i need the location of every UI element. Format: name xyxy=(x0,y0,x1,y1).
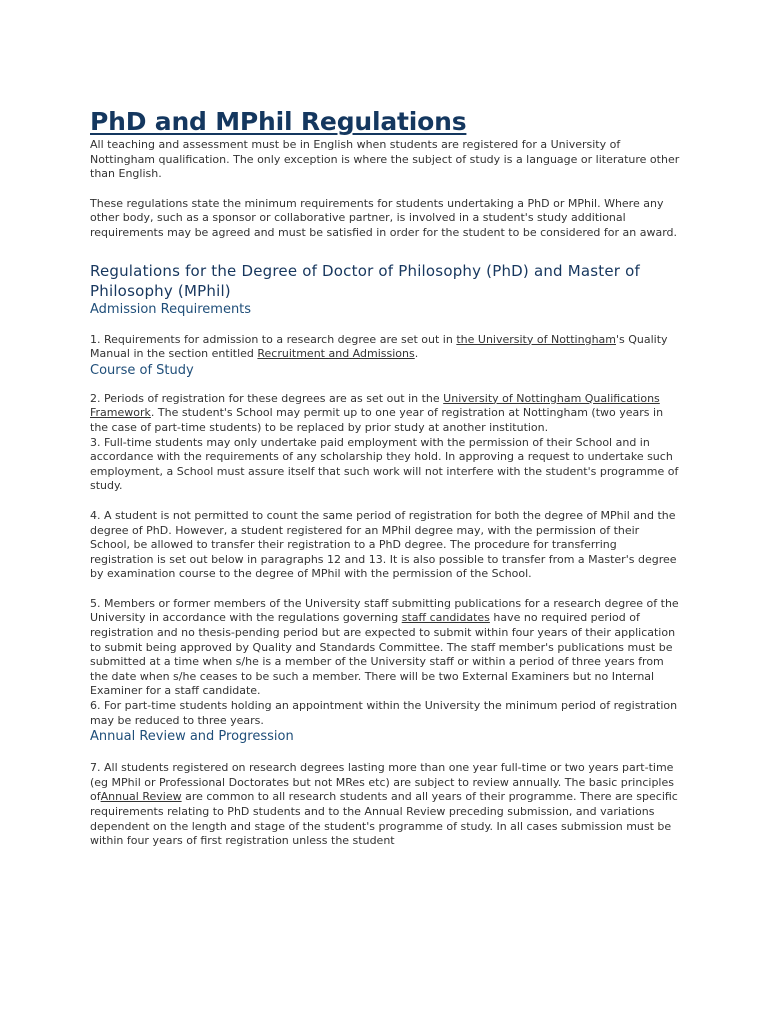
page-title: PhD and MPhil Regulations xyxy=(90,107,467,136)
paragraph-4-transfer: 4. A student is not permitted to count the same period of registration for both the degree of MPhil and the degree of PhD. However, a student registered for an MPhil degree may, with the permission of their School, be allowed to transfer their registration to a PhD degree. The procedure for transferring registration is set out below in paragraphs 12 and 13. It is also possible to transfer from a Master's degree by examination course to the degree of MPhil with the permission of the School. xyxy=(90,508,677,581)
heading-course-of-study: Course of Study xyxy=(90,362,194,378)
section-heading-regulations: Regulations for the Degree of Doctor of Philosophy (PhD) and Master of Philosophy (MPhil) xyxy=(90,261,640,300)
text-fragment: 7. All students registered on research degrees lasting more than one year full-time or two years part-time (eg MPhil or Professional Doctorates but not MRes etc) are subject to review annually. The basic principles of xyxy=(90,761,674,804)
link-qualifications-framework[interactable]: University of Nottingham Qualifications Framework xyxy=(90,391,660,420)
intro-paragraph-language: All teaching and assessment must be in English when students are registered for a University of Nottingham qualification. The only exception is where the subject of study is a language or literature other than English. xyxy=(90,138,680,181)
paragraph-3-paid-employment: 3. Full-time students may only undertake paid employment with the permission of their School and in accordance with the requirements of any scholarship they hold. In approving a request to undertake such employment, a School must assure itself that such work will not interfere with the student's programme of study. xyxy=(90,435,679,493)
intro-paragraph-minimum-requirements: These regulations state the minimum requirements for students undertaking a PhD or MPhil. Where any other body, such as a sponsor or collaborative partner, is involved in a student's study additional requirements may be agreed and must be satisfied in order for the student to be considered for an award. xyxy=(90,196,678,239)
paragraph-5-staff-candidates xyxy=(90,597,680,699)
link-staff-candidates[interactable]: staff candidates xyxy=(401,611,490,625)
paragraph-1-admission xyxy=(90,333,680,362)
text-fragment: 5. Members or former members of the University staff submitting publications for a research degree of the University in accordance with the regulations governing xyxy=(90,596,679,625)
text-fragment: are common to all research students and all years of their programme. There are specific requirements relating to PhD students and to the Annual Review preceding submission, and variations dependent on the length and stage of the student's programme of study. In all cases submission must be within four years of first registration unless the student xyxy=(90,790,678,848)
link-annual-review[interactable]: Annual Review xyxy=(100,790,182,804)
paragraph-6-part-time: 6. For part-time students holding an appointment within the University the minimum period of registration may be reduced to three years. xyxy=(90,699,678,727)
text-fragment: 1. Requirements for admission to a research degree are set out in xyxy=(90,332,457,346)
text-fragment: . xyxy=(414,347,419,361)
document-page xyxy=(90,106,680,849)
paragraph-7-annual-review xyxy=(90,761,680,849)
text-fragment: have no required period of registration and no thesis-pending period but are expected to submit within four years of their application to submit being approved by Quality and Standards Committee. The staff member's publications must be submitted at a time when s/he is a member of the University staff or within a period of three years from the date when s/he ceases to be such a member. There will be two External Examiners but no Internal Examiner for a staff candidate. xyxy=(90,611,676,698)
text-fragment: . The student's School may permit up to one year of registration at Nottingham (two years in the case of part-time students) to be replaced by prior study at another institution. xyxy=(90,406,664,434)
heading-annual-review: Annual Review and Progression xyxy=(90,729,294,745)
heading-admission-requirements: Admission Requirements xyxy=(90,301,252,317)
link-university-of-nottingham[interactable]: the University of Nottingham xyxy=(456,332,616,346)
text-fragment: 's Quality Manual in the section entitled xyxy=(90,332,668,361)
paragraph-2-registration-periods xyxy=(90,392,680,436)
text-fragment: 2. Periods of registration for these degrees are as set out in the xyxy=(90,391,444,405)
link-recruitment-and-admissions[interactable]: Recruitment and Admissions xyxy=(257,347,415,361)
